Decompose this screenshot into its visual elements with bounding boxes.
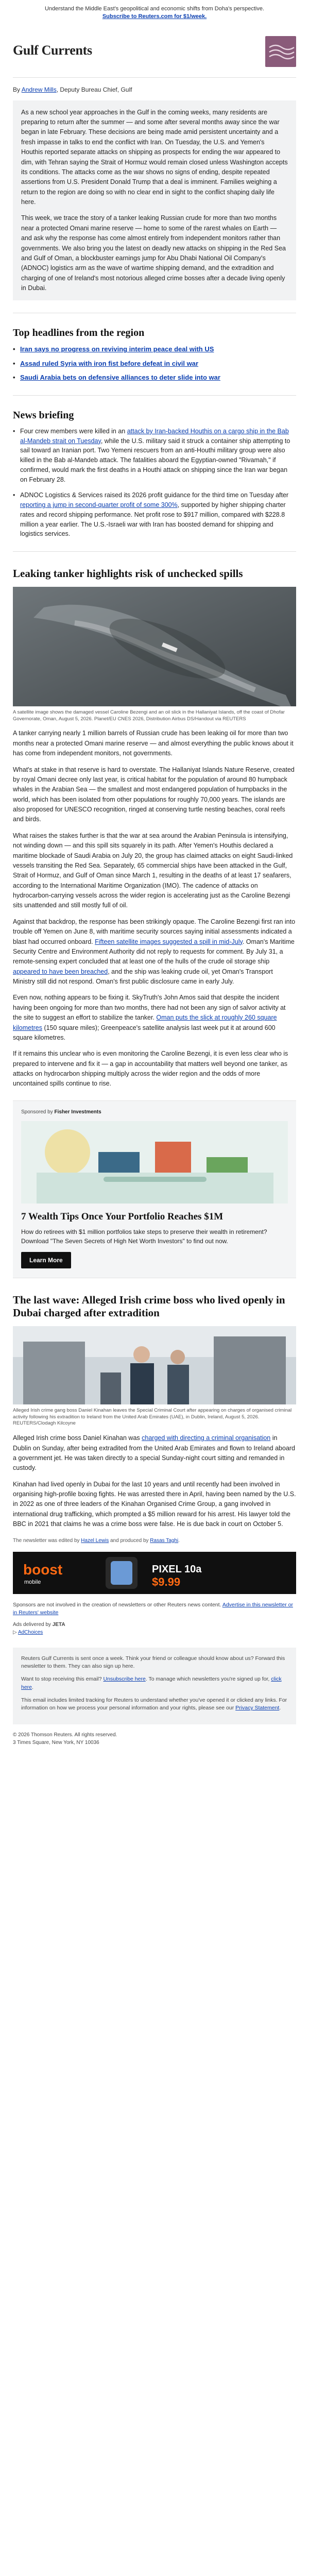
headlines-list xyxy=(13,344,296,383)
credit-text: and produced by xyxy=(109,1537,150,1544)
editor-credit xyxy=(13,1537,296,1545)
briefing-text: , supported by higher shipping charter rates and record shipping performance. Net profit rose to $917 million, compared with $228.8 million a year earlier. The U.S.-Israeli war with Iran has boosted demand for shipping and logistics services. xyxy=(20,501,286,538)
paragraph-text: . Oman's Maritime Security Centre and Environment Authority did not reply to requests for comment. By July 31, a remote-sensing expert concluded that at least one of the hulls of the crude oil storage ship xyxy=(13,938,295,965)
article-1-paragraph: What's at stake in that reserve is hard to overstate. The Hallaniyat Islands Nature Reserve, created by royal Omani decree only last year, is critical habitat for the population of around 80 humpback whales in the Arabian Sea — the smallest and most endangered population of humpbacks in the world, which has been isolated from other populations for roughly 70,000 years. The islands are also proposed for UNESCO recognition, ringed at conserving turtle nesting beaches, coral reefs and birds. xyxy=(13,766,295,823)
headlines-title: Top headlines from the region xyxy=(13,327,145,339)
briefing-text: ADNOC Logistics & Services raised its 2026 profit guidance for the third time on Tuesday after xyxy=(20,492,289,499)
ad-sponsor-line xyxy=(21,1108,288,1116)
byline xyxy=(13,78,296,100)
sponsored-ad xyxy=(13,1100,296,1278)
adnoc-profit-link[interactable]: reporting a jump in second-quarter profit of some 300% xyxy=(20,501,178,509)
author-link[interactable]: Andrew Mills xyxy=(21,86,57,93)
footer-text: . xyxy=(279,1705,281,1711)
intro-paragraph-1: As a new school year approaches in the Gulf in the coming weeks, many residents are preparing to return after the summer — and some after several months away since the war began in late February. These decisions are being made amid persistent uncertainty and a fresh impasse in talks to end the conflict with Iran. On Tuesday, the U.S. and Yemen's Houthis reported separate attacks on shipping as prospects for ending the war appeared to dim, with Tehran saying the Strait of Hormuz would remain closed unless Washington accepts its conditions. The attacks come as the war shows no signs of ending, despite repeated assertions from U.S. President Donald Trump that a deal is imminent. Families weighing a return to the region are doing so with no clear end in sight to the conflict shaping daily life here. xyxy=(21,108,288,206)
article-2-paragraph xyxy=(13,1433,296,1473)
jeta-logo: JETA xyxy=(52,1622,65,1628)
newsletter-header xyxy=(13,29,296,78)
advertise-link[interactable]: Advertise in this newsletter or in Reuters' website xyxy=(13,1601,293,1616)
paragraph-text: , and the ship was leaking crude oil, yet Oman's Transport Ministry still did not respond. Oman's first public disclosure came in early July. xyxy=(13,968,273,986)
paragraph-text: Alleged Irish crime boss Daniel Kinahan was xyxy=(13,1434,142,1442)
ad-text: How do retirees with $1 million portfolios take steps to preserve their wealth in retirement? Download "The Seven Secrets of High Net Worth Investors" to find out now. xyxy=(21,1228,267,1245)
paragraph-text: in Dublin on Sunday, after being extradited from the United Arab Emirates and flown to Ireland aboard a government jet. He was taken directly to a special Sunday-night court sitting and remanded in custody. xyxy=(13,1434,296,1472)
satellite-oil-slick-image xyxy=(13,587,296,706)
kinahan-court-photo xyxy=(13,1326,296,1404)
headline-link-3[interactable]: Saudi Arabia bets on defensive alliances to deter slide into war xyxy=(20,374,220,382)
headline-link-1[interactable]: Iran says no progress on reviving interim peace deal with US xyxy=(20,345,214,353)
headline-item xyxy=(13,359,296,369)
adchoices-icon[interactable]: ▷ xyxy=(13,1630,17,1636)
ad-title[interactable]: 7 Wealth Tips Once Your Portfolio Reaches $1M xyxy=(21,1211,224,1222)
article-2-title: The last wave: Alleged Irish crime boss who lived openly in Dubai charged after extradition xyxy=(13,1293,285,1319)
satellite-spill-link[interactable]: Fifteen satellite images suggested a spill in mid-July xyxy=(95,938,243,945)
briefing-text: Four crew members were killed in an xyxy=(20,427,127,435)
charged-link[interactable]: charged with directing a criminal organisation xyxy=(142,1434,271,1442)
credit-text: . xyxy=(178,1537,180,1544)
briefing-item-2 xyxy=(13,490,296,539)
producer-link[interactable]: Rasas Taghi xyxy=(150,1537,179,1544)
copyright-text: © 2026 Thomson Reuters. All rights reserved. xyxy=(13,1732,117,1738)
article-2-paragraph: Kinahan had lived openly in Dubai for the last 10 years and until recently had been involved in organising high-profile boxing fights. He was arrested there in April, having been named by the U.S. in 2022 as one of three leaders of the Kinahan Organised Crime Group, a gang involved in international drug trafficking, which prompted a $5 million reward for his arrest. His lawyer told the BBC in 2021 that claims he was a crime boss were false. He is due back in court on October 5. xyxy=(13,1480,296,1528)
gulf-currents-logo-icon xyxy=(265,36,296,67)
credit-text: The newsletter was edited by xyxy=(13,1537,81,1544)
footer-text: . To manage which newsletters you're signed up for, xyxy=(145,1676,271,1683)
newsletter-title: Gulf Currents xyxy=(13,42,92,58)
top-notice-text: Understand the Middle East's geopolitical and economic shifts from Doha's perspective. xyxy=(44,6,265,12)
paragraph-text: Even now, nothing appears to be fixing it. SkyTruth's John Amos said that despite the incident having been ongoing for more than two months, there had not been any sign of salvor activity at the site to suggest an effort to stabilize the tanker. xyxy=(13,994,286,1022)
briefing-item-1 xyxy=(13,427,296,485)
banner-sub: mobile xyxy=(24,1579,41,1585)
manage-newsletters-link[interactable]: click here xyxy=(21,1676,282,1690)
hull-breach-link[interactable]: appeared to have been breached xyxy=(13,968,108,975)
disclaimer-text: Sponsors are not involved in the creation of newsletters or other Reuters news content. xyxy=(13,1601,222,1608)
paragraph-text: Against that backdrop, the response has been strikingly opaque. The Caroline Bezengi first ran into trouble off Yemen on June 8, with maritime security sources saying initial assessments indicated a blast had occurred onboard. xyxy=(13,918,296,945)
byline-prefix: By xyxy=(13,86,21,93)
banner-brand: boost xyxy=(23,1561,63,1578)
briefing-list xyxy=(13,427,296,539)
article-2-caption: Alleged Irish crime gang boss Daniel Kinahan leaves the Special Criminal Court after appearing on charges of organised criminal activity following his extradition to Ireland from the United Arab Emirates (UAE), in Dublin, Ireland, August 5, 2026. REUTERS/Clodagh Kilcoyne xyxy=(13,1407,292,1427)
footer-info-box xyxy=(13,1648,296,1724)
article-2-body xyxy=(13,1433,296,1529)
address-text: 3 Times Square, New York, NY 10036 xyxy=(13,1739,99,1745)
article-1-paragraph: If it remains this unclear who is even monitoring the Caroline Bezengi, it is even less clear who is prepared to intervene and fix it — a gap in accountability that matters well beyond one tanker, as attacks on hydrocarbon shipping multiply across the wider region and the odds of more uncontained spills continue to rise. xyxy=(13,1050,288,1088)
headline-item xyxy=(13,344,296,354)
banner-product: PIXEL 10a xyxy=(152,1563,202,1575)
footer-unsubscribe xyxy=(21,1675,288,1691)
copyright-footer xyxy=(13,1724,296,1754)
footer-text: . xyxy=(32,1684,33,1690)
footer-tracking xyxy=(21,1697,288,1712)
ad-choices-line xyxy=(13,1621,296,1636)
paragraph-text: (150 square miles); Greenpeace's satellite analysis last week put it at around 600 square kilometres. xyxy=(13,1024,276,1041)
briefing-text: , while the U.S. military said it struck a container ship attempting to sail toward an Iranian port. Two Yemeni rescuers from an anti-Houthi military group were also killed in the Bab al-Mandeb attack. The fatalities aboard the Egyptian-owned "Rivamah," if confirmed, would mark the first deaths in a Houthi attack on shipping since the Iran war began on February 28. xyxy=(20,437,290,483)
sponsored-label: Sponsored by xyxy=(21,1109,53,1115)
intro-box xyxy=(13,100,296,301)
slick-size-link[interactable]: Oman puts the slick at roughly 260 square kilometres xyxy=(13,1014,277,1031)
footer-frequency: Reuters Gulf Currents is sent once a week. Think your friend or colleague should know about us? Forward this newsletter to them. They can also sign up here. xyxy=(21,1655,285,1670)
learn-more-button[interactable]: Learn More xyxy=(21,1252,71,1268)
article-1-body xyxy=(13,728,296,1089)
article-1-paragraph: What raises the stakes further is that the war at sea around the Arabian Peninsula is intensifying, not winding down — and this spill sits squarely in its path. After Yemen's Houthis declared a maritime blockade of Saudi Arabia on July 20, the group has claimed attacks on eight Saudi-linked vessels transiting the Red Sea. Separately, 65 commercial ships have been attacked in the Gulf, Strait of Hormuz, and Gulf of Oman since March 1, resulting in the deaths of at least 17 seafarers, according to the International Maritime Organization (IMO). The cadence of attacks on hydrocarbon-carrying vessels across the wider region is accelerating just as the Caroline Bezengi sits unattended and still mostly full of oil. xyxy=(13,832,293,909)
footer-text: Want to stop receiving this email? xyxy=(21,1676,104,1683)
headline-item xyxy=(13,372,296,383)
article-1-title: Leaking tanker highlights risk of unchecked spills xyxy=(13,567,243,580)
boost-mobile-banner-ad[interactable] xyxy=(13,1552,296,1594)
subscribe-link[interactable]: Subscribe to Reuters.com for $1/week. xyxy=(102,13,207,20)
briefing-title: News briefing xyxy=(13,409,74,421)
author-role: , Deputy Bureau Chief, Gulf xyxy=(56,86,132,93)
ads-delivered-label: Ads delivered by xyxy=(13,1622,51,1628)
houthi-attack-link[interactable]: attack by Iran-backed Houthis on a cargo ship in the Bab al-Mandeb strait on Tuesday xyxy=(20,427,289,445)
article-1-caption: A satellite image shows the damaged vessel Caroline Bezengi and an oil slick in the Hallaniyat Islands, off the coast of Dhofar Governorate, Oman, August 5, 2026. Planet/EU CNES 2026, Distribution Airbus DS/Handout via REUTERS xyxy=(13,709,285,722)
footer-text: This email includes limited tracking for Reuters to understand whether you've opened it or clicked any links. For information on how we process your personal information and your rights, please see our xyxy=(21,1697,287,1711)
top-notice xyxy=(0,0,309,25)
ad-image[interactable] xyxy=(21,1121,288,1204)
banner-price: $9.99 xyxy=(152,1575,181,1588)
sponsor-name: Fisher Investments xyxy=(54,1109,101,1115)
adchoices-link[interactable]: AdChoices xyxy=(18,1630,43,1636)
article-1-paragraph: A tanker carrying nearly 1 million barrels of Russian crude has been leaking oil for more than two months near a protected Omani marine reserve — and almost everything the public knows about it has come from independent monitors, not governments. xyxy=(13,730,294,757)
article-1-paragraph xyxy=(13,993,296,1043)
headline-link-2[interactable]: Assad ruled Syria with iron fist before defeat in civil war xyxy=(20,359,199,367)
unsubscribe-link[interactable]: Unsubscribe here xyxy=(103,1676,146,1683)
privacy-statement-link[interactable]: Privacy Statement xyxy=(235,1705,280,1711)
article-1-paragraph xyxy=(13,917,296,987)
intro-paragraph-2: This week, we trace the story of a tanker leaking Russian crude for more than two months near a protected Omani marine reserve — home to some of the rarest whales on Earth — and ask why the response has come almost entirely from independent monitors rather than governments. We also bring you the latest on deadly new attacks on shipping in the Red Sea and Gulf of Oman, a blockbuster earnings jump for Abu Dhabi National Oil Company's (ADNOC) logistics arm as the wave of wartime shipping demand, and the extradition and charging of one of Ireland's most notorious alleged crime bosses after a decade living openly in Dubai. xyxy=(21,214,286,292)
sponsors-disclaimer xyxy=(13,1601,296,1617)
editor-link[interactable]: Hazel Lewis xyxy=(81,1537,109,1544)
